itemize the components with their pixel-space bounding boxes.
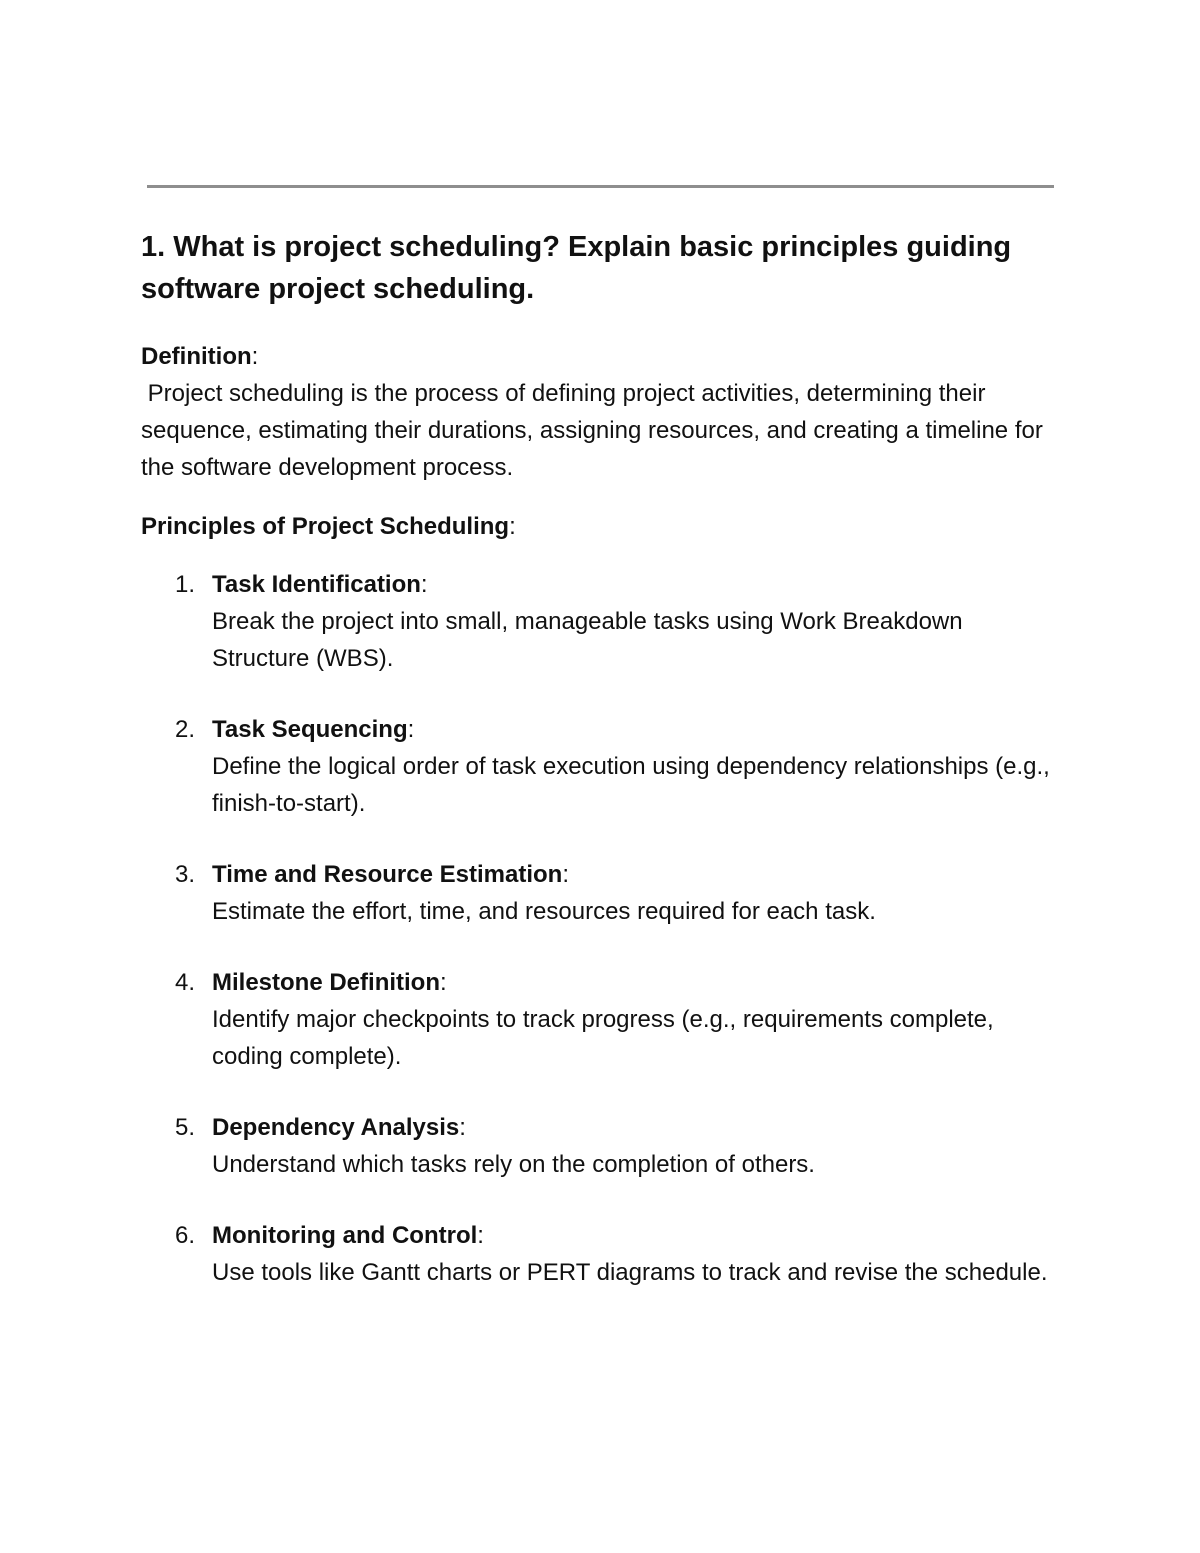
- principle-title: Monitoring and Control: [212, 1222, 478, 1249]
- principles-heading-colon: :: [509, 513, 516, 540]
- principle-description: Break the project into small, manageable tasks using Work Breakdown Structure (WBS).: [212, 608, 970, 672]
- principle-title: Dependency Analysis: [212, 1114, 460, 1141]
- principle-number: 1.: [175, 571, 196, 598]
- document-content: [141, 226, 1061, 1325]
- principle-number: 2.: [175, 716, 196, 743]
- principle-title-colon: :: [440, 969, 447, 996]
- principle-number: 4.: [175, 969, 196, 996]
- principle-number: 5.: [175, 1114, 196, 1141]
- definition-label: [141, 338, 1061, 375]
- definition-label-colon: :: [251, 343, 259, 370]
- definition-text: Project scheduling is the process of defining project activities, determining their sequence, estimating their durations, assigning resources, and creating a timeline for the software development process.: [141, 380, 1050, 481]
- principle-description: Define the logical order of task execution using dependency relationships (e.g., finish-to-start).: [212, 753, 1057, 817]
- principle-title-colon: :: [459, 1114, 466, 1141]
- principle-title-colon: :: [477, 1222, 484, 1249]
- principle-description: Identify major checkpoints to track progress (e.g., requirements complete, coding complete).: [212, 1006, 1001, 1070]
- principle-title: Task Identification: [212, 571, 421, 598]
- principle-item-milestone-definition: [141, 964, 1061, 1075]
- principles-heading-text: Principles of Project Scheduling: [141, 513, 510, 540]
- principle-title: Time and Resource Estimation: [212, 861, 563, 888]
- principle-title-colon: :: [420, 571, 428, 598]
- principle-title: Task Sequencing: [212, 716, 408, 743]
- principle-number: 6.: [175, 1222, 196, 1249]
- principle-item-task-sequencing: [141, 711, 1061, 822]
- principle-description: Use tools like Gantt charts or PERT diagrams to track and revise the schedule.: [212, 1259, 1048, 1286]
- principle-description: Estimate the effort, time, and resources required for each task.: [212, 898, 876, 925]
- principle-title-colon: :: [407, 716, 415, 743]
- principle-item-monitoring-control: [141, 1217, 1061, 1291]
- principles-list: [141, 566, 1061, 1291]
- principles-heading: [141, 508, 1061, 545]
- principle-number: 3.: [175, 861, 196, 888]
- principle-description: Understand which tasks rely on the completion of others.: [212, 1151, 815, 1178]
- principle-item-time-resource-estimation: [141, 856, 1061, 930]
- horizontal-divider: [147, 185, 1054, 188]
- principle-item-dependency-analysis: [141, 1109, 1061, 1183]
- principle-title: Milestone Definition: [212, 969, 440, 996]
- principle-item-task-identification: [141, 566, 1061, 677]
- definition-label-text: Definition: [141, 343, 252, 370]
- question-heading: 1. What is project scheduling? Explain basic principles guiding software project scheduling.: [141, 231, 1012, 305]
- principle-title-colon: :: [562, 861, 569, 888]
